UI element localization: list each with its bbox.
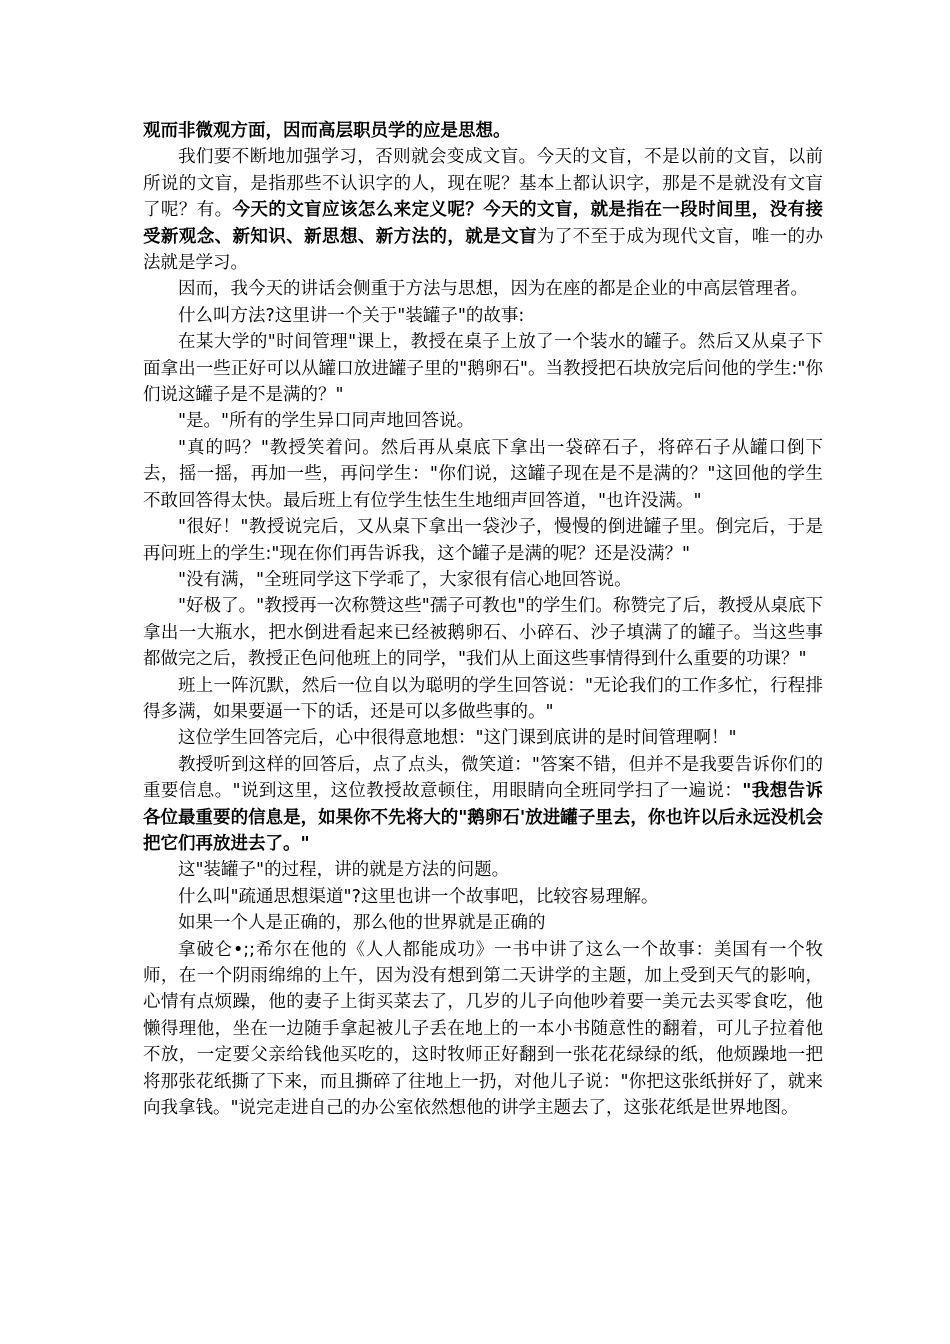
text-run: 因而，我今天的讲话会侧重于方法与思想，因为在座的都是企业的中高层管理者。 [178, 279, 808, 300]
text-run: 这位学生回答完后，心中很得意地想："这门课到底讲的是时间管理啊！" [178, 728, 737, 749]
paragraph-p03 [143, 276, 823, 302]
text-run: 为了不至于成为现代文盲，唯一的办法就是学习。 [143, 226, 824, 274]
paragraph-p11 [143, 673, 823, 726]
paragraph-p05 [143, 329, 823, 408]
text-run: 教授听到这样的回答后，点了点头，微笑道："答案不错，但并不是我要告诉你们的重要信息。"说到这里，这位教授故意顿住，用眼睛向全班同学扫了一遍说： [143, 754, 823, 802]
paragraph-p01 [143, 118, 823, 144]
text-run: "真的吗？"教授笑着问。然后再从桌底下拿出一袋碎石子，将碎石子从罐口倒下去，摇一摇，再加一些，再问学生："你们说，这罐子现在是不是满的？"这回他的学生不敢回答得太快。最后班上有位学生怯生生地细声回答道，"也许没满。" [143, 437, 823, 511]
text-run: 什么叫方法?这里讲一个关于"装罐子"的故事: [178, 305, 525, 326]
text-run: "没有满，"全班同学这下学乖了，大家很有信心地回答说。 [178, 569, 632, 590]
paragraph-p12 [143, 725, 823, 751]
text-run: 什么叫"疏通思想渠道"?这里也讲一个故事吧，比较容易理解。 [178, 886, 659, 907]
text-run: 如果一个人是正确的，那么他的世界就是正确的 [178, 913, 546, 934]
paragraph-p15 [143, 884, 823, 910]
paragraph-p16 [143, 910, 823, 936]
paragraph-p06 [143, 408, 823, 434]
paragraph-p08 [143, 514, 823, 567]
paragraph-p04 [143, 303, 823, 329]
bold-text-run: 今天的文盲应该怎么来定义呢？今天的文盲，就是指在一段时间里，没有接受新观念、新知识、新思想、新方法的，就是文盲 [143, 200, 824, 247]
bold-text-run: "我想告诉各位最重要的信息是，如果你不先将大的"鹅卵石'放进罐子里去，你也许以后永远没机会把它们再放进去了。" [143, 781, 823, 854]
text-run: 在某大学的"时间管理"课上，教授在桌子上放了一个装水的罐子。然后又从桌子下面拿出一些正好可以从罐口放进罐子里的"鹅卵石"。当教授把石块放完后问他的学生:"你们说这罐子是不是满的？" [143, 332, 823, 406]
text-run: "很好！"教授说完后，又从桌下拿出一袋沙子，慢慢的倒进罐子里。倒完后，于是再问班上的学生:"现在你们再告诉我，这个罐子是满的呢？还是没满？" [143, 517, 823, 564]
text-run: 班上一阵沉默，然后一位自以为聪明的学生回答说："无论我们的工作多忙，行程排得多满，如果要逼一下的话，还是可以多做些事的。" [143, 675, 823, 722]
paragraph-p02 [143, 144, 823, 276]
paragraph-p07 [143, 435, 823, 514]
text-run: "是。"所有的学生异口同声地回答说。 [178, 411, 475, 432]
text-run: 这"装罐子"的过程，讲的就是方法的问题。 [178, 860, 510, 881]
text-run: 拿破仑•;;希尔在他的《人人都能成功》一书中讲了这么一个故事：美国有一个牧师，在一个阴雨绵绵的上午，因为没有想到第二天讲学的主题，加上受到天气的影响，心情有点烦躁，他的妻子上街买菜去了，几岁的儿子向他吵着要一美元去买零食吃，他懒得理他，坐在一边随手拿起被儿子丢在地上的一本小书随意性的翻着，可儿子拉着他不放，一定要父亲给钱他买吃的，这时牧师正好翻到一张花花绿绿的纸，他烦躁地一把将那张花纸撕了下来，而且撕碎了往地上一扔，对他儿子说："你把这张纸拼好了，就来向我拿钱。"说完走进自己的办公室依然想他的讲学主题去了，这张花纸是世界地图。 [143, 939, 823, 1119]
paragraph-p10 [143, 593, 823, 672]
paragraph-p17 [143, 937, 823, 1122]
paragraph-p13 [143, 752, 823, 858]
bold-text-run: 观而非微观方面，因而高层职员学的应是思想。 [143, 121, 511, 141]
paragraph-p14 [143, 857, 823, 883]
paragraph-p09 [143, 567, 823, 593]
text-run: 我们要不断地加强学习，否则就会变成文盲。今天的文盲，不是以前的文盲，以前所说的文盲，是指那些不认识字的人，现在呢？基本上都认识字，那是不是就没有文盲了呢？有。 [143, 147, 823, 221]
document-body [143, 118, 823, 1121]
text-run: "好极了。"教授再一次称赞这些"孺子可教也"的学生们。称赞完了后，教授从桌底下拿出一大瓶水，把水倒进看起来已经被鹅卵石、小碎石、沙子填满了的罐子。当这些事都做完之后，教授正色问他班上的同学，"我们从上面这些事情得到什么重要的功课？" [143, 596, 823, 670]
